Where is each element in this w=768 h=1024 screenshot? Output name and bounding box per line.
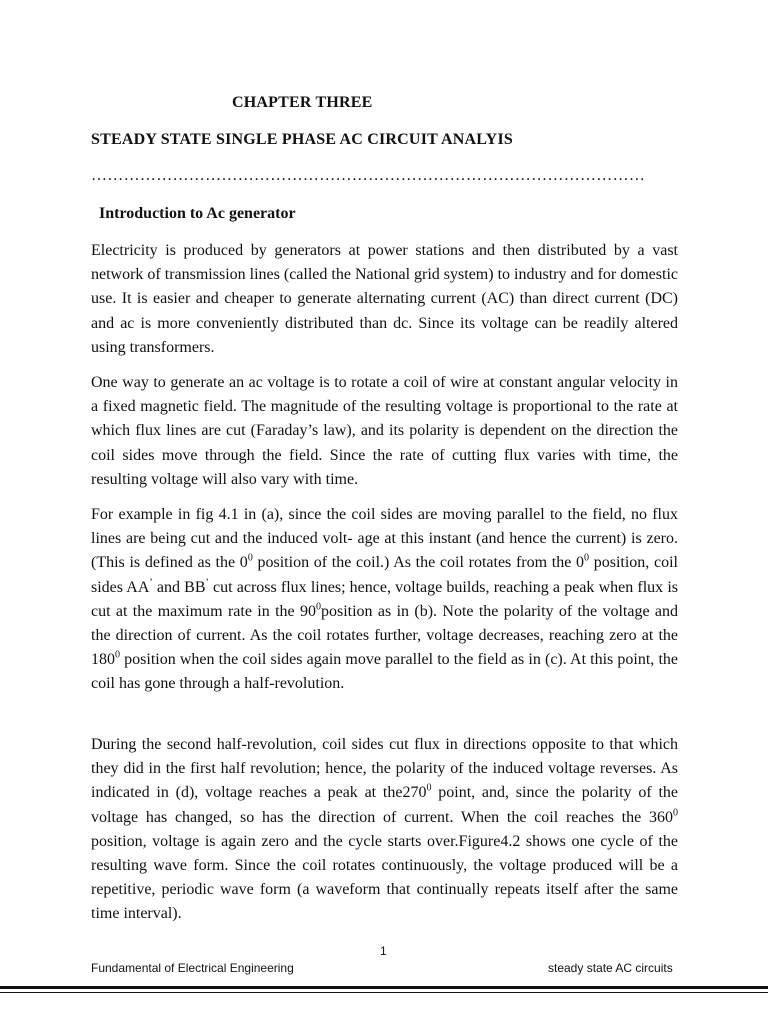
paragraph-2: One way to generate an ac voltage is to rotate a coil of wire at constant angular velocity in a fixed magnetic field. The magnitude of the resulting voltage is proportional to the rate at which flux lines are cut (Faraday’s law), and its polarity is dependent on the direction the coil sides move through the field. Since the rate of cutting flux varies with time, the resulting voltage will also vary with time. [91, 374, 678, 488]
degree-superscript: 0 [247, 553, 253, 565]
paragraph-3-text: and BB [152, 578, 206, 596]
degree-superscript: 0 [315, 601, 321, 613]
paragraph-4-text: During the second half-revolution, coil sides cut flux in directions opposite to that which they did in the first half revolution; hence, the polarity of the induced voltage reverses. As indicated in (d), voltage reaches a peak at the270 [91, 736, 678, 802]
page-number: 1 [380, 944, 387, 958]
degree-superscript: 0 [584, 553, 590, 565]
paragraph-4-text: position, voltage is again zero and the cycle starts over.Figure4.2 shows one cycle of the resulting wave form. Since the coil rotates continuously, the voltage produced will be a repetitive, periodic wave form (a waveform that continually repeats itself after the same time interval). [91, 832, 678, 923]
paragraph-3-text: position when the coil sides again move parallel to the field as in (c). At this point, the coil has gone through a half-revolution. [91, 651, 678, 693]
prime-superscript: ’ [205, 577, 209, 589]
paragraph-3-text: position of the coil.) As the coil rotates from the 0 [252, 554, 585, 572]
chapter-title: CHAPTER THREE [232, 94, 373, 111]
paragraph-1: Electricity is produced by generators at power stations and then distributed by a vast network of transmission lines (called the National grid system) to industry and for domestic use. It is easier and cheaper to generate alternating current (AC) than direct current (DC) and ac is more conveniently distributed than dc. Since its voltage can be readily altered using transformers. [91, 242, 678, 356]
degree-superscript: 0 [426, 783, 432, 795]
degree-superscript: 0 [115, 649, 120, 661]
footer-rule-thick [0, 986, 768, 989]
paragraph-4 [91, 733, 678, 927]
paragraph-3-text: For example in fig 4.1 in (a), since the coil sides are moving parallel to the field, no flux lines are being cut and the induced volt- age at this instant (and hence the current) is zero. (This is defined as the 0 [91, 506, 678, 572]
chapter-subtitle: STEADY STATE SINGLE PHASE AC CIRCUIT ANALYIS [91, 131, 513, 148]
paragraph-3-text: position, coil sides AA [91, 554, 678, 596]
paragraph-3-text: position as in (b). Note the polarity of the voltage and the direction of current. As the coil rotates further, voltage decreases, reaching zero at the 180 [91, 602, 678, 669]
paragraph-3-text: cut across flux lines; hence, voltage builds, reaching a peak when flux is cut at the maximum rate in the 90 [91, 578, 679, 620]
footer-book-title: Fundamental of Electrical Engineering [91, 961, 294, 975]
dotted-separator: ………………………………………………………………………………………… [91, 167, 646, 184]
degree-superscript: 0 [673, 807, 678, 819]
paragraph-4-text: point, and, since the polarity of the voltage has changed, so has the direction of current. When the coil reaches the 360 [91, 784, 678, 826]
footer-chapter-name: steady state AC circuits [548, 961, 673, 975]
footer-rule-thin [0, 992, 768, 993]
prime-superscript: ’ [149, 577, 153, 589]
section-heading: Introduction to Ac generator [99, 205, 296, 222]
paragraph-3 [91, 503, 678, 697]
